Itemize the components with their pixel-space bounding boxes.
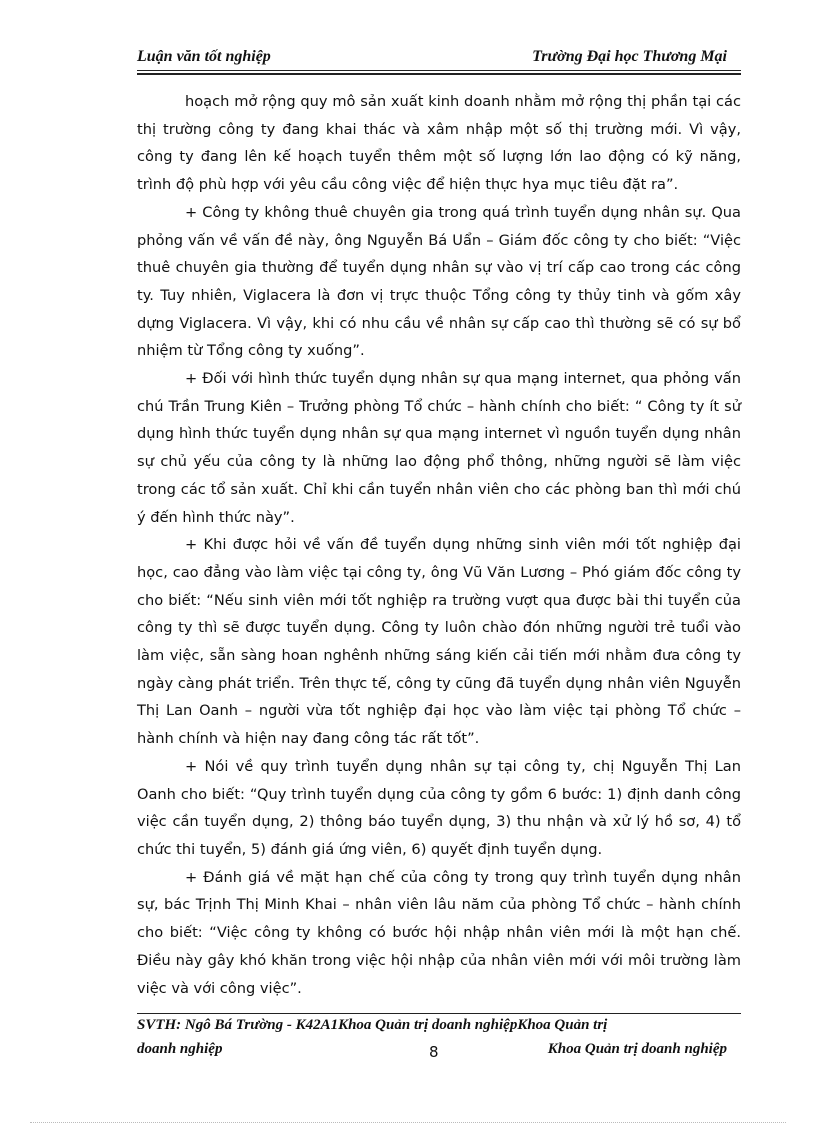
paragraph-4: + Khi được hỏi về vấn đề tuyển dụng những sinh viên mới tốt nghiệp đại học, cao đẳng vào làm việc tại công ty, ông Vũ Văn Lương – Phó giám đốc công ty cho biết: “Nếu sinh viên mới tốt nghiệp ra trường vượt qua được bài thi tuyển của công ty thì sẽ được tuyển dụng. Công ty luôn chào đón những người trẻ tuổi vào làm việc, sẵn sàng hoan nghênh những sáng kiến cải tiến mới nhằm đưa công ty ngày càng phát triển. Trên thực tế, công ty cũng đã tuyển dụng nhân viên Nguyễn Thị Lan Oanh – người vừa tốt nghiệp đại học vào làm việc tại phòng Tổ chức – hành chính và hiện nay đang công tác rất tốt”. — [137, 536, 741, 748]
header-university: Trường Đại học Thương Mại — [532, 48, 727, 65]
paragraph-2: + Công ty không thuê chuyên gia trong quá trình tuyển dụng nhân sự. Qua phỏng vấn về vấn đề này, ông Nguyễn Bá Uẩn – Giám đốc công ty cho biết: “Việc thuê chuyên gia thường để tuyển dụng nhân sự vào vị trí cấp cao trong các công ty. Tuy nhiên, Viglacera là đơn vị trực thuộc Tổng công ty thủy tinh và gốm xây dựng Viglacera. Vì vậy, khi có nhu cầu về nhân sự cấp cao thì thường sẽ có sự bổ nhiệm từ Tổng công ty xuống”. — [137, 203, 741, 360]
page-header — [137, 46, 727, 70]
header-thesis-title: Luận văn tốt nghiệp — [137, 48, 271, 65]
paragraph-5: + Nói về quy trình tuyển dụng nhân sự tại công ty, chị Nguyễn Thị Lan Oanh cho biết: “Quy trình tuyển dụng của công ty gồm 6 bước: 1) định danh công việc cần tuyển dụng, 2) thông báo tuyển dụng, 3) thu nhận và xử lý hồ sơ, 4) tổ chức thi tuyển, 5) đánh giá ứng viên, 6) quyết định tuyển dụng. — [137, 757, 741, 858]
footer-author-line: SVTH: Ngô Bá Trường - K42A1Khoa Quản trị doanh nghiệpKhoa Quản trị — [137, 1017, 608, 1033]
paragraph-3: + Đối với hình thức tuyển dụng nhân sự qua mạng internet, qua phỏng vấn chú Trần Trung Kiên – Trưởng phòng Tổ chức – hành chính cho biết: “ Công ty ít sử dụng hình thức tuyển dụng nhân sự qua mạng internet vì nguồn tuyển dụng nhân sự chủ yếu của công ty là những lao động phổ thông, những người sẽ làm việc trong các tổ sản xuất. Chỉ khi cần tuyển nhân viên cho các phòng ban thì mới chú ý đến hình thức này”. — [137, 370, 741, 526]
footer-divider — [137, 1013, 741, 1014]
body-text — [137, 88, 741, 1002]
page-number: 8 — [429, 1043, 439, 1061]
footer-department-left: doanh nghiệp — [137, 1041, 223, 1057]
paragraph-6: + Đánh giá về mặt hạn chế của công ty trong quy trình tuyển dụng nhân sự, bác Trịnh Thị Minh Khai – nhân viên lâu năm của phòng Tổ chức – hành chính cho biết: “Việc công ty không có bước hội nhập nhân viên mới là một hạn chế. Điều này gây khó khăn trong việc hội nhập của nhân viên mới với môi trường làm việc và với công việc”. — [137, 868, 741, 997]
paragraph-1: hoạch mở rộng quy mô sản xuất kinh doanh nhằm mở rộng thị phần tại các thị trường công ty đang khai thác và xâm nhập một số thị trường mới. Vì vậy, công ty đang lên kế hoạch tuyển thêm một số lượng lớn lao động có kỹ năng, trình độ phù hợp với yêu cầu công việc để hiện thực hya mục tiêu đặt ra”. — [137, 93, 741, 194]
footer-department-right: Khoa Quản trị doanh nghiệp — [547, 1041, 727, 1057]
page-footer — [137, 1015, 741, 1065]
header-divider — [137, 70, 741, 75]
